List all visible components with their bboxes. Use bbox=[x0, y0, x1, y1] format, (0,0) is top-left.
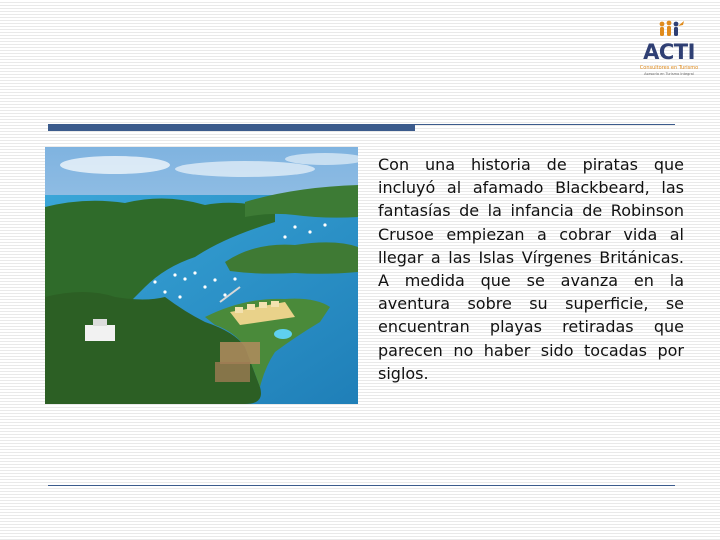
people-logo-icon bbox=[656, 20, 686, 38]
footer-rule bbox=[48, 485, 675, 486]
logo-subtitle: Consultores en Turismo bbox=[639, 65, 699, 71]
body-paragraph: Con una historia de piratas que incluyó al afamado Blackbeard, las fantasías de la infancia de Robinson Crusoe empiezan a cobrar vida al llegar a las Islas Vírgenes Británicas. A medida que se avanza en la aventura sobre su superficie, se encuentran playas retiradas que parecen no haber sido tocadas por siglos. bbox=[378, 155, 684, 383]
island-bay-photo bbox=[45, 147, 358, 404]
company-logo bbox=[636, 18, 700, 80]
header-rule-thin bbox=[415, 124, 675, 125]
header-rule-thick bbox=[48, 124, 415, 131]
logo-tagline: Asesoría en Turismo Integral bbox=[644, 72, 694, 76]
logo-wordmark: ACTI bbox=[643, 40, 695, 64]
